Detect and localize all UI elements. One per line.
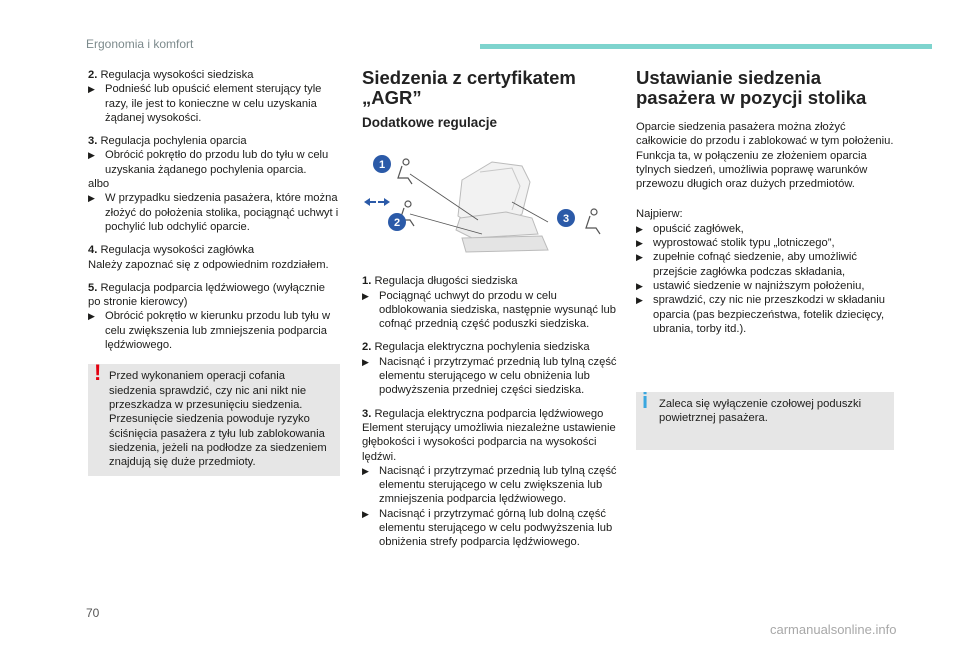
badge-2-label: 2	[393, 217, 401, 230]
feature-text: Funkcja ta, w połączeniu ze złożeniem oparcia tylnych siedzeń, umożliwia poprawę warunków przewozu długich oraz dużych przedmiotów.	[636, 149, 868, 191]
bullet-icon: ▶	[88, 84, 95, 95]
bullet: ▶ W przypadku siedzenia pasażera, które można złożyć do położenia stolika, pociągnąć uchwyt i pochylić lub odchylić oparcie.	[88, 192, 339, 233]
bullet-icon: ▶	[636, 295, 643, 306]
heading-agr: Siedzenia z certyfikatem „AGR”	[362, 67, 576, 108]
info-text: Zaleca się wyłączenie czołowej poduszki powietrznej pasażera.	[659, 398, 862, 425]
header-accent-bar	[480, 44, 932, 49]
item-headrest: 4. Regulacja wysokości zagłówka	[88, 244, 255, 257]
item-seat-height: 2. Regulacja wysokości siedziska	[88, 69, 254, 81]
bullet: ▶ Nacisnąć i przytrzymać przednią lub tylną część elementu sterującego w celu zwiększenia lub zmniejszenia podparcia lędźwiowego.	[362, 464, 617, 506]
bullet-icon: ▶	[362, 356, 369, 367]
item-seat-tilt: 2. Regulacja elektryczna pochylenia siedziska	[362, 341, 590, 354]
bullet: ▶ wyprostować stolik typu „lotniczego”,	[636, 237, 835, 250]
warning-icon: !	[94, 360, 102, 386]
person-icon	[398, 159, 412, 184]
bullet: ▶ Nacisnąć i przytrzymać górną lub dolną część elementu sterującego w celu podwyższenia lub obniżenia strefy podparcia lędźwiowego.	[362, 507, 613, 549]
double-arrow-icon	[364, 198, 390, 206]
seat-diagram	[362, 152, 612, 260]
bullet: ▶ Nacisnąć i przytrzymać przednią lub tylną część elementu sterującego w celu obniżenia lub podwyższenia przedniej części siedziska.	[362, 355, 617, 397]
warning-box	[88, 360, 340, 476]
lumbar-text: Element sterujący umożliwia niezależne ustawienie głębokości i wysokości podparcia na wysokości lędźwi.	[362, 421, 616, 463]
bullet: ▶ opuścić zagłówek,	[636, 222, 744, 235]
or-text: albo	[88, 178, 110, 191]
bullet: ▶ ustawić siedzenie w najniższym położeniu,	[636, 279, 865, 292]
page-number: 70	[86, 606, 100, 620]
headrest-text: Należy zapoznać się z odpowiednim rozdziałem.	[88, 258, 329, 271]
intro-text: Oparcie siedzenia pasażera można złożyć całkowicie do przodu i zablokować w tym położeniu.	[636, 121, 894, 148]
item-seat-length: 1. Regulacja długości siedziska	[362, 275, 518, 288]
bullet-icon: ▶	[362, 465, 369, 476]
bullet-icon: ▶	[88, 193, 95, 204]
bullet-icon: ▶	[636, 238, 643, 249]
bullet-icon: ▶	[636, 252, 643, 263]
badge-3-label: 3	[562, 213, 570, 226]
bullet-icon: ▶	[88, 311, 95, 322]
watermark: carmanualsonline.info	[770, 622, 897, 637]
bullet: ▶ Podnieść lub opuścić element sterujący tyle razy, ile jest to konieczne w celu uzyskania żądanej wysokości.	[88, 83, 322, 124]
item-electric-lumbar: 3. Regulacja elektryczna podparcia lędźwiowego	[362, 407, 604, 420]
seat-illustration	[362, 152, 612, 260]
item-lumbar: 5. Regulacja podparcia lędźwiowego (wyłącznie po stronie kierowcy)	[88, 281, 325, 309]
heading-table-position: Ustawianie siedzenia pasażera w pozycji stolika	[636, 67, 867, 108]
column-right	[636, 68, 894, 450]
bullet: ▶ Obrócić pokrętło w kierunku przodu lub tyłu w celu zwiększenia lub zmniejszenia podparcia lędźwiowego.	[88, 310, 331, 352]
badge-1-label: 1	[378, 159, 386, 172]
warning-text: Przed wykonaniem operacji cofania siedzenia sprawdzić, czy nic ani nikt nie przeszkadza w przesunięciu siedzenia. Przesunięcie siedzenia powoduje ryzyko ściśnięcia pasażera z tyłu lub zablokowania siedzenia, jeżeli na podłodze za siedzeniem znajdują się duże przedmioty.	[109, 370, 327, 469]
bullet: ▶ Obrócić pokrętło do przodu lub do tyłu w celu uzyskania żądanego pochylenia oparcia.	[88, 149, 329, 176]
info-icon: i	[642, 388, 649, 414]
bullet-icon: ▶	[88, 150, 95, 161]
column-middle	[362, 68, 618, 550]
bullet-icon: ▶	[636, 223, 643, 234]
info-box	[636, 388, 894, 450]
subheading: Dodatkowe regulacje	[362, 115, 498, 130]
bullet-icon: ▶	[362, 290, 369, 301]
bullet-icon: ▶	[362, 508, 369, 519]
bullet-icon: ▶	[636, 280, 643, 291]
person-icon	[586, 209, 600, 234]
bullet: ▶ sprawdzić, czy nic nie przeszkodzi w składaniu oparcia (pas bezpieczeństwa, fotelik dziecięcy, ubrania, torby itd.).	[636, 294, 885, 335]
bullet: ▶ zupełnie cofnąć siedzenie, aby umożliwić przejście zagłówka podczas składania,	[636, 251, 857, 278]
bullet: ▶ Pociągnąć uchwyt do przodu w celu odblokowania siedziska, następnie wysunąć lub cofnąć przednią część poduszki siedziska.	[362, 289, 616, 331]
section-title: Ergonomia i komfort	[86, 37, 194, 51]
item-backrest-tilt: 3. Regulacja pochylenia oparcia	[88, 135, 247, 148]
first-label: Najpierw:	[636, 208, 683, 221]
column-left	[88, 68, 340, 476]
